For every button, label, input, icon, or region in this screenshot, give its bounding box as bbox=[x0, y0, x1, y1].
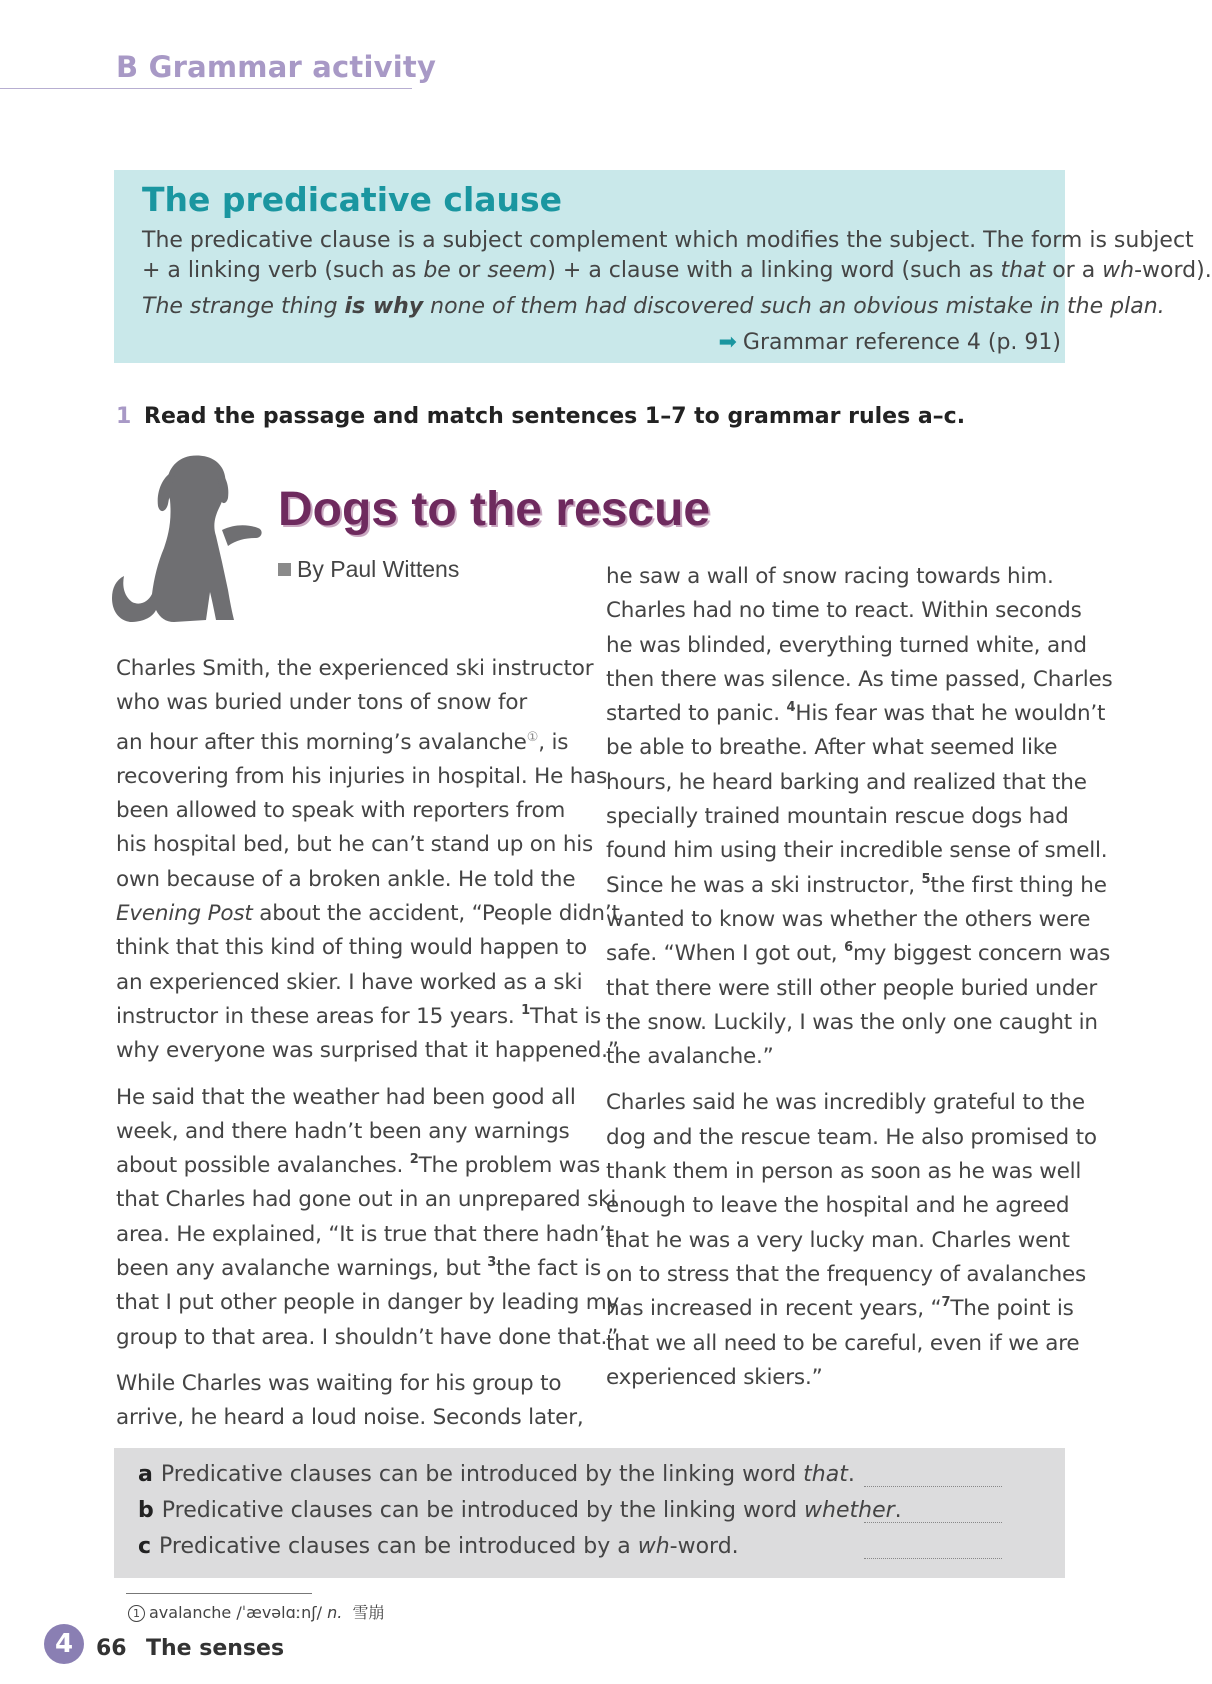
sentence-number-6: 6 bbox=[844, 940, 853, 956]
grammar-definition-line2: + a linking verb (such as be or seem) + a clause with a linking word (such as that or a wh-word). bbox=[142, 258, 1212, 283]
page-number: 66 bbox=[96, 1636, 127, 1661]
unit-title: The senses bbox=[146, 1636, 285, 1661]
answer-blank-a[interactable] bbox=[864, 1486, 1002, 1487]
footnote-marker: 1 bbox=[128, 1605, 145, 1622]
rule-a: a Predicative clauses can be introduced by the linking word that. bbox=[138, 1462, 855, 1487]
grammar-title: The predicative clause bbox=[142, 180, 563, 219]
sentence-number-4: 4 bbox=[786, 700, 796, 716]
grammar-example: The strange thing is why none of them had discovered such an obvious mistake in the plan. bbox=[142, 294, 1165, 319]
grammar-definition-line1: The predicative clause is a subject complement which modifies the subject. The form is subject bbox=[142, 228, 1194, 253]
sentence-number-5: 5 bbox=[921, 871, 931, 887]
unit-badge: 4 bbox=[44, 1624, 84, 1664]
answer-blank-c[interactable] bbox=[864, 1558, 1002, 1559]
footnote-marker: ① bbox=[526, 729, 539, 745]
answer-blank-b[interactable] bbox=[864, 1522, 1002, 1523]
footnote-divider bbox=[126, 1593, 312, 1594]
grammar-reference-link[interactable]: ➡ Grammar reference 4 (p. 91) bbox=[718, 330, 1061, 355]
section-divider bbox=[0, 88, 412, 89]
arrow-right-icon: ➡ bbox=[718, 330, 737, 355]
article-title: Dogs to the rescue bbox=[278, 483, 711, 536]
article-column-left: Charles Smith, the experienced ski instructor who was buried under tons of snow for an hour after this morning’s avalanche①, is recovering from his injuries in hospital. He has been allowed to speak with reporters from his hospital bed, but he can’t stand up on his own because of a broken ankle. He told the Evening Post about the accident, “People didn’t think that this kind of thing would happen to an experienced skier. I have worked as a ski instructor in these areas for 15 years. $^1$That is why everyone was surprised that it happened.” He said that the weather had been good all week, and there hadn’t been any warnings about possible avalanches. $^2$The problem was that Charles had gone out in an unprepared ski area. He explained, “It is true that there hadn’t been any avalanche warnings, but $^3$the fact is that I put other people in danger by leading my group to that area. I shouldn’t have done that.” While Charles was waiting for his group to arrive, he heard a loud noise. Seconds later, bbox=[116, 656, 620, 1431]
section-title: B Grammar activity bbox=[116, 50, 437, 84]
sentence-number-1: 1 bbox=[521, 1002, 531, 1018]
sentence-number-7: 7 bbox=[941, 1295, 951, 1311]
article-byline: By Paul Wittens bbox=[278, 556, 459, 583]
article-column-right: he saw a wall of snow racing towards him. Charles had no time to react. Within seconds he was blinded, everything turned white, and then there was silence. As time passed, Charles started to panic. $^4$His fear was that he wouldn’t be able to breathe. After what seemed like hours, he heard barking and realized that the specially trained mountain rescue dogs had found him using their incredible sense of smell. Since he was a ski instructor, $^5$the first thing he wanted to know was whether the others were safe. “When I got out, $^6$my biggest concern was that there were still other people buried under the snow. Luckily, I was the only one caught in the avalanche.” Charles said he was incredibly grateful to the dog and the rescue team. He also promised to thank them in person as soon as he was well enough to leave the hospital and he agreed that he was a very lucky man. Charles went on to stress that the frequency of avalanches has increased in recent years, “$^7$The point is that we all need to be careful, even if we are experienced skiers.” bbox=[606, 564, 1113, 1390]
exercise-instruction: Read the passage and match sentences 1–7 to grammar rules a–c. bbox=[144, 404, 966, 429]
rule-b: b Predicative clauses can be introduced by the linking word whether. bbox=[138, 1498, 902, 1523]
rule-c: c Predicative clauses can be introduced by a wh-word. bbox=[138, 1534, 739, 1559]
sentence-number-3: 3 bbox=[487, 1255, 497, 1271]
sentence-number-2: 2 bbox=[409, 1152, 419, 1168]
dog-silhouette-icon bbox=[112, 450, 272, 630]
square-bullet-icon bbox=[278, 563, 291, 576]
exercise-number: 1 bbox=[116, 404, 132, 429]
footnote: 1 avalanche /ˈævəlɑːnʃ/ n. 雪崩 bbox=[128, 1600, 385, 1623]
